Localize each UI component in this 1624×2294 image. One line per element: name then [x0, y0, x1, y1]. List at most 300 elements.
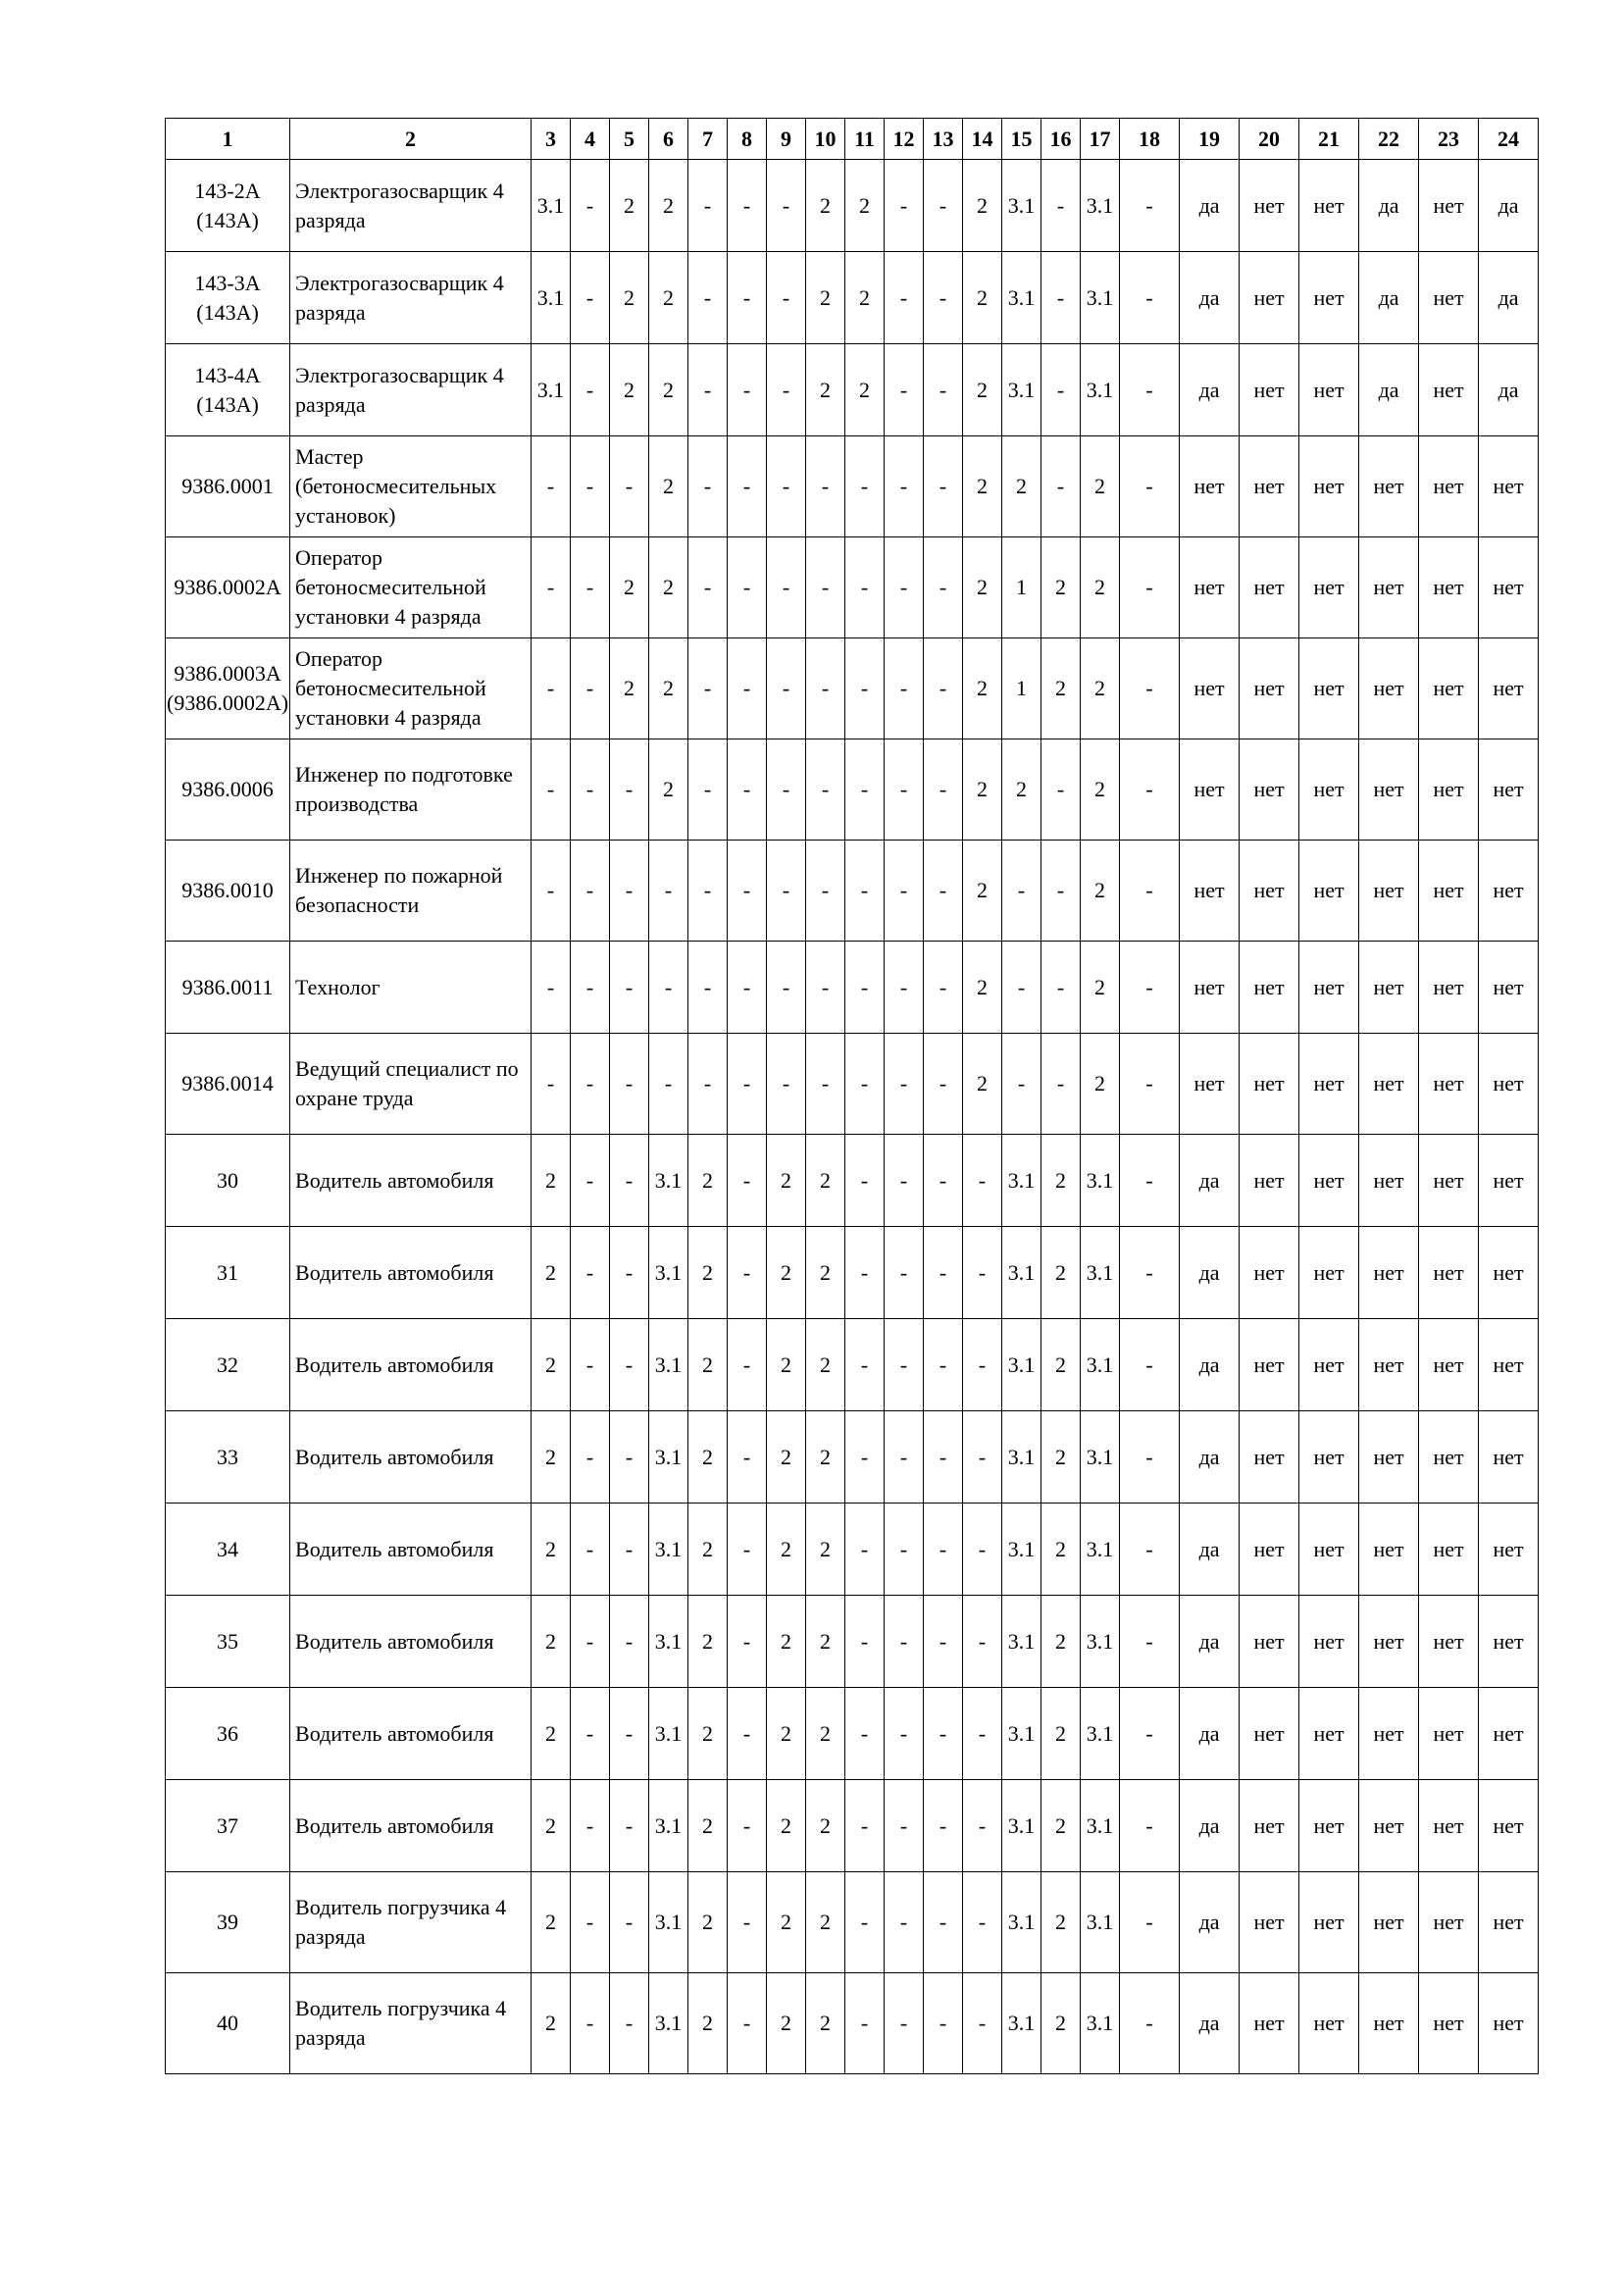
table-row: [166, 1135, 1539, 1227]
value-cell: -: [806, 1034, 845, 1135]
value-cell: нет: [1479, 1411, 1539, 1504]
profession-name-cell: Водитель автомобиля: [290, 1319, 532, 1411]
value-cell: 2: [1041, 537, 1081, 638]
value-cell: -: [845, 1973, 885, 2074]
profession-name-cell: Технолог: [290, 942, 532, 1034]
value-cell: -: [767, 942, 806, 1034]
value-cell: -: [767, 841, 806, 942]
value-cell: -: [845, 1034, 885, 1135]
profession-name-cell: Водитель автомобиля: [290, 1596, 532, 1688]
value-cell: -: [845, 638, 885, 739]
value-cell: -: [1041, 942, 1081, 1034]
value-cell: нет: [1419, 537, 1479, 638]
value-cell: 2: [532, 1504, 571, 1596]
value-cell: 2: [532, 1872, 571, 1973]
value-cell: 3.1: [532, 252, 571, 344]
value-cell: -: [610, 1872, 649, 1973]
value-cell: 2: [767, 1227, 806, 1319]
value-cell: -: [885, 160, 924, 252]
value-cell: нет: [1419, 1034, 1479, 1135]
value-cell: 3.1: [649, 1973, 688, 2074]
value-cell: нет: [1419, 160, 1479, 252]
workplace-code-cell: 9386.0002А: [166, 537, 290, 638]
value-cell: нет: [1240, 344, 1299, 436]
value-cell: -: [885, 436, 924, 537]
value-cell: -: [885, 638, 924, 739]
value-cell: нет: [1479, 942, 1539, 1034]
table-row: [166, 1504, 1539, 1596]
value-cell: -: [688, 537, 728, 638]
value-cell: да: [1180, 1135, 1240, 1227]
value-cell: нет: [1240, 1973, 1299, 2074]
value-cell: 3.1: [1081, 1411, 1120, 1504]
value-cell: 3.1: [1081, 1227, 1120, 1319]
value-cell: нет: [1419, 1688, 1479, 1780]
value-cell: -: [963, 1780, 1002, 1872]
value-cell: нет: [1419, 1135, 1479, 1227]
value-cell: нет: [1299, 344, 1359, 436]
value-cell: -: [571, 1780, 610, 1872]
value-cell: -: [571, 1872, 610, 1973]
value-cell: -: [963, 1596, 1002, 1688]
value-cell: -: [728, 1227, 767, 1319]
value-cell: -: [963, 1135, 1002, 1227]
value-cell: -: [767, 436, 806, 537]
table-row: [166, 1872, 1539, 1973]
value-cell: -: [728, 436, 767, 537]
value-cell: 2: [1041, 1872, 1081, 1973]
value-cell: -: [924, 1319, 963, 1411]
profession-name-cell: Мастер (бетоносмесительных установок): [290, 436, 532, 537]
value-cell: 2: [532, 1688, 571, 1780]
value-cell: нет: [1299, 1319, 1359, 1411]
value-cell: нет: [1180, 1034, 1240, 1135]
value-cell: -: [767, 537, 806, 638]
value-cell: 3.1: [1002, 344, 1041, 436]
value-cell: -: [571, 1504, 610, 1596]
value-cell: 2: [767, 1688, 806, 1780]
value-cell: -: [728, 537, 767, 638]
value-cell: -: [845, 1227, 885, 1319]
value-cell: 2: [963, 942, 1002, 1034]
value-cell: 2: [1081, 537, 1120, 638]
value-cell: 2: [963, 344, 1002, 436]
value-cell: нет: [1180, 942, 1240, 1034]
value-cell: -: [610, 1227, 649, 1319]
value-cell: -: [1120, 1973, 1180, 2074]
value-cell: -: [649, 841, 688, 942]
value-cell: да: [1180, 1780, 1240, 1872]
value-cell: 2: [806, 1688, 845, 1780]
value-cell: 2: [1081, 638, 1120, 739]
value-cell: нет: [1299, 1780, 1359, 1872]
value-cell: -: [845, 1780, 885, 1872]
value-cell: -: [767, 344, 806, 436]
value-cell: 3.1: [1081, 1872, 1120, 1973]
value-cell: нет: [1240, 1780, 1299, 1872]
value-cell: 2: [1041, 1688, 1081, 1780]
value-cell: 3.1: [649, 1780, 688, 1872]
value-cell: 2: [767, 1411, 806, 1504]
value-cell: 2: [688, 1688, 728, 1780]
value-cell: -: [571, 1319, 610, 1411]
value-cell: -: [728, 1596, 767, 1688]
header-row: [166, 119, 1539, 160]
profession-name-cell: Оператор бетоносмесительной установки 4 разряда: [290, 537, 532, 638]
value-cell: нет: [1479, 638, 1539, 739]
value-cell: нет: [1359, 1973, 1419, 2074]
value-cell: -: [924, 252, 963, 344]
value-cell: -: [1120, 1504, 1180, 1596]
value-cell: 3.1: [649, 1227, 688, 1319]
value-cell: нет: [1240, 638, 1299, 739]
value-cell: нет: [1359, 1227, 1419, 1319]
value-cell: -: [845, 1688, 885, 1780]
value-cell: нет: [1299, 942, 1359, 1034]
value-cell: 2: [532, 1319, 571, 1411]
column-header: 6: [649, 119, 688, 160]
value-cell: 2: [1041, 1135, 1081, 1227]
profession-name-cell: Электрогазосварщик 4 разряда: [290, 252, 532, 344]
workplace-code-cell: 37: [166, 1780, 290, 1872]
value-cell: да: [1479, 252, 1539, 344]
value-cell: нет: [1240, 1034, 1299, 1135]
value-cell: 2: [1081, 841, 1120, 942]
column-header: 12: [885, 119, 924, 160]
workplace-code-cell: 32: [166, 1319, 290, 1411]
value-cell: 2: [1041, 1227, 1081, 1319]
value-cell: нет: [1479, 1227, 1539, 1319]
value-cell: -: [885, 1411, 924, 1504]
value-cell: -: [924, 1973, 963, 2074]
value-cell: -: [728, 739, 767, 841]
value-cell: -: [728, 942, 767, 1034]
table-row: [166, 1411, 1539, 1504]
column-header: 24: [1479, 119, 1539, 160]
value-cell: -: [963, 1688, 1002, 1780]
value-cell: нет: [1299, 1411, 1359, 1504]
value-cell: нет: [1359, 1319, 1419, 1411]
profession-name-cell: Водитель автомобиля: [290, 1411, 532, 1504]
value-cell: -: [1120, 739, 1180, 841]
value-cell: нет: [1359, 1034, 1419, 1135]
value-cell: 2: [845, 160, 885, 252]
value-cell: -: [728, 1504, 767, 1596]
value-cell: 1: [1002, 537, 1041, 638]
column-header: 1: [166, 119, 290, 160]
value-cell: -: [532, 942, 571, 1034]
value-cell: 1: [1002, 638, 1041, 739]
value-cell: 2: [963, 638, 1002, 739]
value-cell: -: [924, 841, 963, 942]
table-row: [166, 160, 1539, 252]
value-cell: 3.1: [1081, 1973, 1120, 2074]
column-header: 9: [767, 119, 806, 160]
value-cell: 2: [532, 1596, 571, 1688]
value-cell: -: [571, 739, 610, 841]
value-cell: -: [1002, 841, 1041, 942]
value-cell: нет: [1419, 1319, 1479, 1411]
value-cell: нет: [1299, 1596, 1359, 1688]
value-cell: 2: [806, 1596, 845, 1688]
value-cell: -: [728, 1872, 767, 1973]
profession-name-cell: Инженер по подготовке производства: [290, 739, 532, 841]
table-row: [166, 1973, 1539, 2074]
value-cell: 2: [1041, 1319, 1081, 1411]
workplace-code-cell: 39: [166, 1872, 290, 1973]
workplace-code-cell: 9386.0011: [166, 942, 290, 1034]
value-cell: нет: [1419, 1872, 1479, 1973]
value-cell: нет: [1299, 252, 1359, 344]
value-cell: 3.1: [1002, 1872, 1041, 1973]
value-cell: нет: [1419, 252, 1479, 344]
value-cell: -: [728, 841, 767, 942]
value-cell: -: [845, 739, 885, 841]
value-cell: нет: [1240, 1872, 1299, 1973]
value-cell: -: [767, 1034, 806, 1135]
value-cell: -: [806, 841, 845, 942]
column-header: 22: [1359, 119, 1419, 160]
value-cell: -: [1120, 1780, 1180, 1872]
value-cell: нет: [1180, 436, 1240, 537]
value-cell: 2: [767, 1780, 806, 1872]
value-cell: 3.1: [1081, 1135, 1120, 1227]
value-cell: 2: [806, 1872, 845, 1973]
value-cell: 3.1: [1002, 1688, 1041, 1780]
column-header: 21: [1299, 119, 1359, 160]
value-cell: 2: [1081, 739, 1120, 841]
value-cell: -: [924, 739, 963, 841]
value-cell: -: [924, 638, 963, 739]
value-cell: нет: [1359, 1872, 1419, 1973]
value-cell: 2: [532, 1780, 571, 1872]
value-cell: -: [924, 160, 963, 252]
value-cell: нет: [1359, 1596, 1419, 1688]
value-cell: 2: [610, 344, 649, 436]
value-cell: 3.1: [1002, 1135, 1041, 1227]
value-cell: -: [963, 1411, 1002, 1504]
value-cell: -: [1120, 1034, 1180, 1135]
workplace-code-cell: 40: [166, 1973, 290, 2074]
value-cell: нет: [1240, 252, 1299, 344]
value-cell: 2: [1002, 436, 1041, 537]
value-cell: -: [532, 638, 571, 739]
workplace-code-cell: 9386.0010: [166, 841, 290, 942]
value-cell: -: [571, 1973, 610, 2074]
value-cell: -: [728, 638, 767, 739]
column-header: 3: [532, 119, 571, 160]
value-cell: -: [924, 942, 963, 1034]
value-cell: нет: [1240, 1135, 1299, 1227]
value-cell: 2: [649, 160, 688, 252]
value-cell: 3.1: [1002, 252, 1041, 344]
value-cell: да: [1180, 1688, 1240, 1780]
value-cell: нет: [1240, 1319, 1299, 1411]
value-cell: 2: [806, 1780, 845, 1872]
value-cell: -: [610, 1504, 649, 1596]
value-cell: -: [963, 1973, 1002, 2074]
value-cell: 2: [649, 252, 688, 344]
value-cell: -: [845, 942, 885, 1034]
value-cell: -: [885, 1504, 924, 1596]
value-cell: 2: [1041, 1973, 1081, 2074]
value-cell: -: [571, 638, 610, 739]
value-cell: да: [1180, 344, 1240, 436]
table-row: [166, 1319, 1539, 1411]
value-cell: 2: [688, 1319, 728, 1411]
value-cell: 2: [806, 344, 845, 436]
profession-name-cell: Инженер по пожарной безопасности: [290, 841, 532, 942]
value-cell: 3.1: [1002, 1780, 1041, 1872]
value-cell: 2: [806, 252, 845, 344]
workplace-code-cell: 143-4А (143А): [166, 344, 290, 436]
value-cell: 3.1: [1081, 1596, 1120, 1688]
value-cell: -: [728, 1780, 767, 1872]
value-cell: -: [571, 344, 610, 436]
value-cell: да: [1180, 1411, 1240, 1504]
value-cell: -: [924, 1596, 963, 1688]
value-cell: нет: [1419, 1780, 1479, 1872]
value-cell: нет: [1299, 1135, 1359, 1227]
value-cell: 3.1: [649, 1411, 688, 1504]
value-cell: -: [1041, 344, 1081, 436]
value-cell: -: [610, 1411, 649, 1504]
value-cell: 3.1: [532, 160, 571, 252]
table-row: [166, 1227, 1539, 1319]
column-header: 20: [1240, 119, 1299, 160]
value-cell: -: [1120, 942, 1180, 1034]
value-cell: нет: [1299, 436, 1359, 537]
value-cell: 2: [532, 1411, 571, 1504]
table-row: [166, 841, 1539, 942]
value-cell: -: [610, 1135, 649, 1227]
table-row: [166, 1688, 1539, 1780]
value-cell: -: [532, 537, 571, 638]
profession-name-cell: Водитель автомобиля: [290, 1135, 532, 1227]
value-cell: 2: [963, 841, 1002, 942]
value-cell: -: [806, 638, 845, 739]
value-cell: нет: [1240, 739, 1299, 841]
value-cell: 2: [767, 1973, 806, 2074]
value-cell: 2: [806, 1973, 845, 2074]
value-cell: да: [1180, 1973, 1240, 2074]
value-cell: -: [1120, 841, 1180, 942]
value-cell: нет: [1419, 942, 1479, 1034]
value-cell: -: [571, 1135, 610, 1227]
table-row: [166, 942, 1539, 1034]
value-cell: нет: [1240, 1596, 1299, 1688]
value-cell: нет: [1299, 1504, 1359, 1596]
value-cell: -: [649, 1034, 688, 1135]
profession-name-cell: Электрогазосварщик 4 разряда: [290, 344, 532, 436]
value-cell: да: [1180, 1319, 1240, 1411]
value-cell: -: [1041, 1034, 1081, 1135]
value-cell: 2: [963, 160, 1002, 252]
workplace-code-cell: 143-2А (143А): [166, 160, 290, 252]
value-cell: -: [845, 1596, 885, 1688]
value-cell: нет: [1180, 841, 1240, 942]
value-cell: -: [571, 1688, 610, 1780]
value-cell: 2: [688, 1596, 728, 1688]
column-header: 17: [1081, 119, 1120, 160]
value-cell: нет: [1479, 1596, 1539, 1688]
value-cell: нет: [1299, 1227, 1359, 1319]
value-cell: нет: [1299, 739, 1359, 841]
value-cell: 3.1: [1081, 1504, 1120, 1596]
column-header: 7: [688, 119, 728, 160]
value-cell: 2: [649, 739, 688, 841]
value-cell: 2: [688, 1411, 728, 1504]
column-header: 14: [963, 119, 1002, 160]
value-cell: -: [1120, 436, 1180, 537]
value-cell: 2: [532, 1135, 571, 1227]
value-cell: 3.1: [1081, 1780, 1120, 1872]
value-cell: да: [1180, 160, 1240, 252]
value-cell: нет: [1479, 1034, 1539, 1135]
value-cell: -: [885, 841, 924, 942]
value-cell: -: [845, 1135, 885, 1227]
value-cell: нет: [1299, 1034, 1359, 1135]
value-cell: -: [688, 739, 728, 841]
value-cell: 3.1: [1081, 344, 1120, 436]
value-cell: да: [1180, 1227, 1240, 1319]
value-cell: -: [924, 1034, 963, 1135]
value-cell: -: [924, 344, 963, 436]
value-cell: -: [924, 537, 963, 638]
table-row: [166, 537, 1539, 638]
workplace-code-cell: 9386.0003А (9386.0002А): [166, 638, 290, 739]
value-cell: нет: [1299, 841, 1359, 942]
value-cell: -: [885, 1034, 924, 1135]
value-cell: 2: [806, 1135, 845, 1227]
column-header: 2: [290, 119, 532, 160]
value-cell: нет: [1240, 1688, 1299, 1780]
value-cell: -: [571, 1411, 610, 1504]
value-cell: 2: [767, 1504, 806, 1596]
value-cell: -: [571, 1034, 610, 1135]
value-cell: нет: [1359, 1780, 1419, 1872]
value-cell: 3.1: [1081, 252, 1120, 344]
value-cell: 2: [649, 436, 688, 537]
value-cell: 2: [845, 252, 885, 344]
value-cell: -: [728, 1688, 767, 1780]
value-cell: -: [728, 1034, 767, 1135]
value-cell: -: [924, 1135, 963, 1227]
value-cell: нет: [1299, 1973, 1359, 2074]
value-cell: 2: [1041, 1504, 1081, 1596]
value-cell: 2: [688, 1227, 728, 1319]
value-cell: нет: [1479, 537, 1539, 638]
value-cell: 2: [610, 252, 649, 344]
value-cell: -: [728, 252, 767, 344]
workplace-code-cell: 9386.0001: [166, 436, 290, 537]
value-cell: -: [885, 1872, 924, 1973]
value-cell: нет: [1359, 739, 1419, 841]
value-cell: 2: [1081, 1034, 1120, 1135]
value-cell: -: [688, 344, 728, 436]
value-cell: нет: [1479, 1872, 1539, 1973]
value-cell: -: [1041, 160, 1081, 252]
value-cell: -: [1120, 1135, 1180, 1227]
value-cell: 2: [610, 160, 649, 252]
value-cell: -: [571, 436, 610, 537]
value-cell: -: [885, 739, 924, 841]
value-cell: 2: [1041, 1780, 1081, 1872]
value-cell: 2: [806, 160, 845, 252]
conditions-table: [165, 118, 1539, 2074]
value-cell: 2: [688, 1780, 728, 1872]
value-cell: 2: [845, 344, 885, 436]
